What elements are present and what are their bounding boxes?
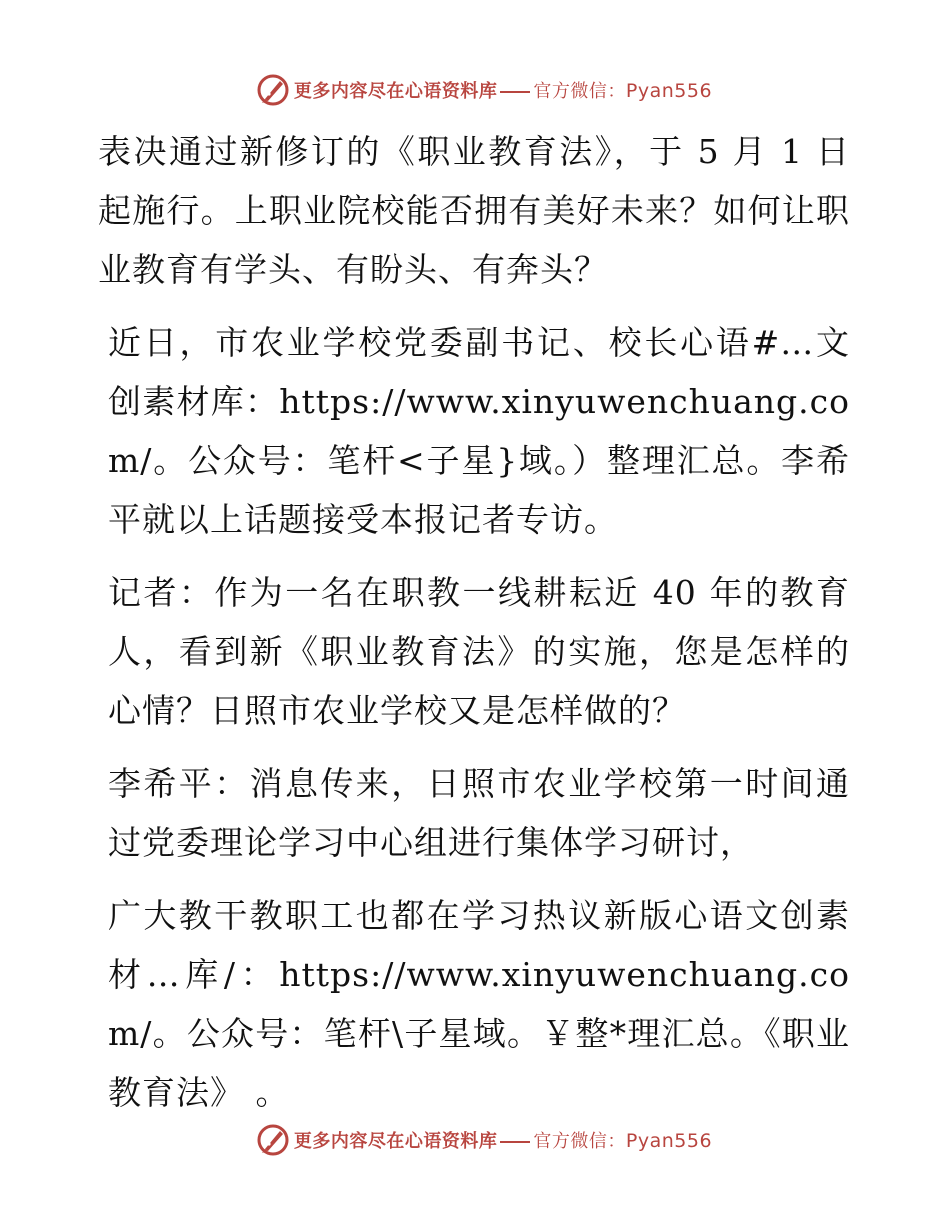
footer-banner [0, 1120, 950, 1160]
paragraph-1: 表决通过新修订的《职业教育法》，于 5 月 1 日起施行。上职业院校能否拥有美好未来？如何让职业教育有学头、有盼头、有奔头？ [98, 132, 850, 289]
quill-pen-logo-icon [256, 1123, 290, 1157]
footer-banner-content [256, 1123, 712, 1157]
banner-main-text: 更多内容尽在心语资料库 [293, 81, 498, 102]
banner-sub-text: 官方微信： [533, 81, 626, 102]
header-banner-content [256, 73, 712, 107]
banner-dash [500, 1141, 530, 1143]
banner-sub-text: 官方微信： [533, 1131, 626, 1152]
paragraph-3: 记者：作为一名在职教一线耕耘近 40 年的教育人，看到新《职业教育法》的实施，您是怎样的心情？日照市农业学校又是怎样做的？ [108, 573, 850, 730]
paragraph-5: 广大教干教职工也都在学习热议新版心语文创素材…库/：https://www.xinyuwenchuang.com/。公众号：笔杆\子星域。￥整*理汇总。《职业教育法》 。 [108, 896, 850, 1112]
header-banner [0, 70, 950, 110]
banner-text [294, 77, 712, 103]
quill-pen-logo-icon [256, 73, 290, 107]
banner-dash [500, 91, 530, 93]
banner-wechat-id: Pyan556 [625, 1130, 713, 1152]
paragraph-4: 李希平：消息传来，日照市农业学校第一时间通过党委理论学习中心组进行集体学习研讨， [108, 764, 850, 862]
banner-main-text: 更多内容尽在心语资料库 [293, 1131, 498, 1152]
banner-text [294, 1127, 712, 1153]
paragraph-2: 近日，市农业学校党委副书记、校长心语#…文创素材库：https://www.xinyuwenchuang.com/。公众号：笔杆<子星}域。）整理汇总。李希平就以上话题接受本报记者专访。 [108, 323, 850, 539]
document-body [98, 122, 850, 1136]
banner-wechat-id: Pyan556 [625, 80, 713, 102]
